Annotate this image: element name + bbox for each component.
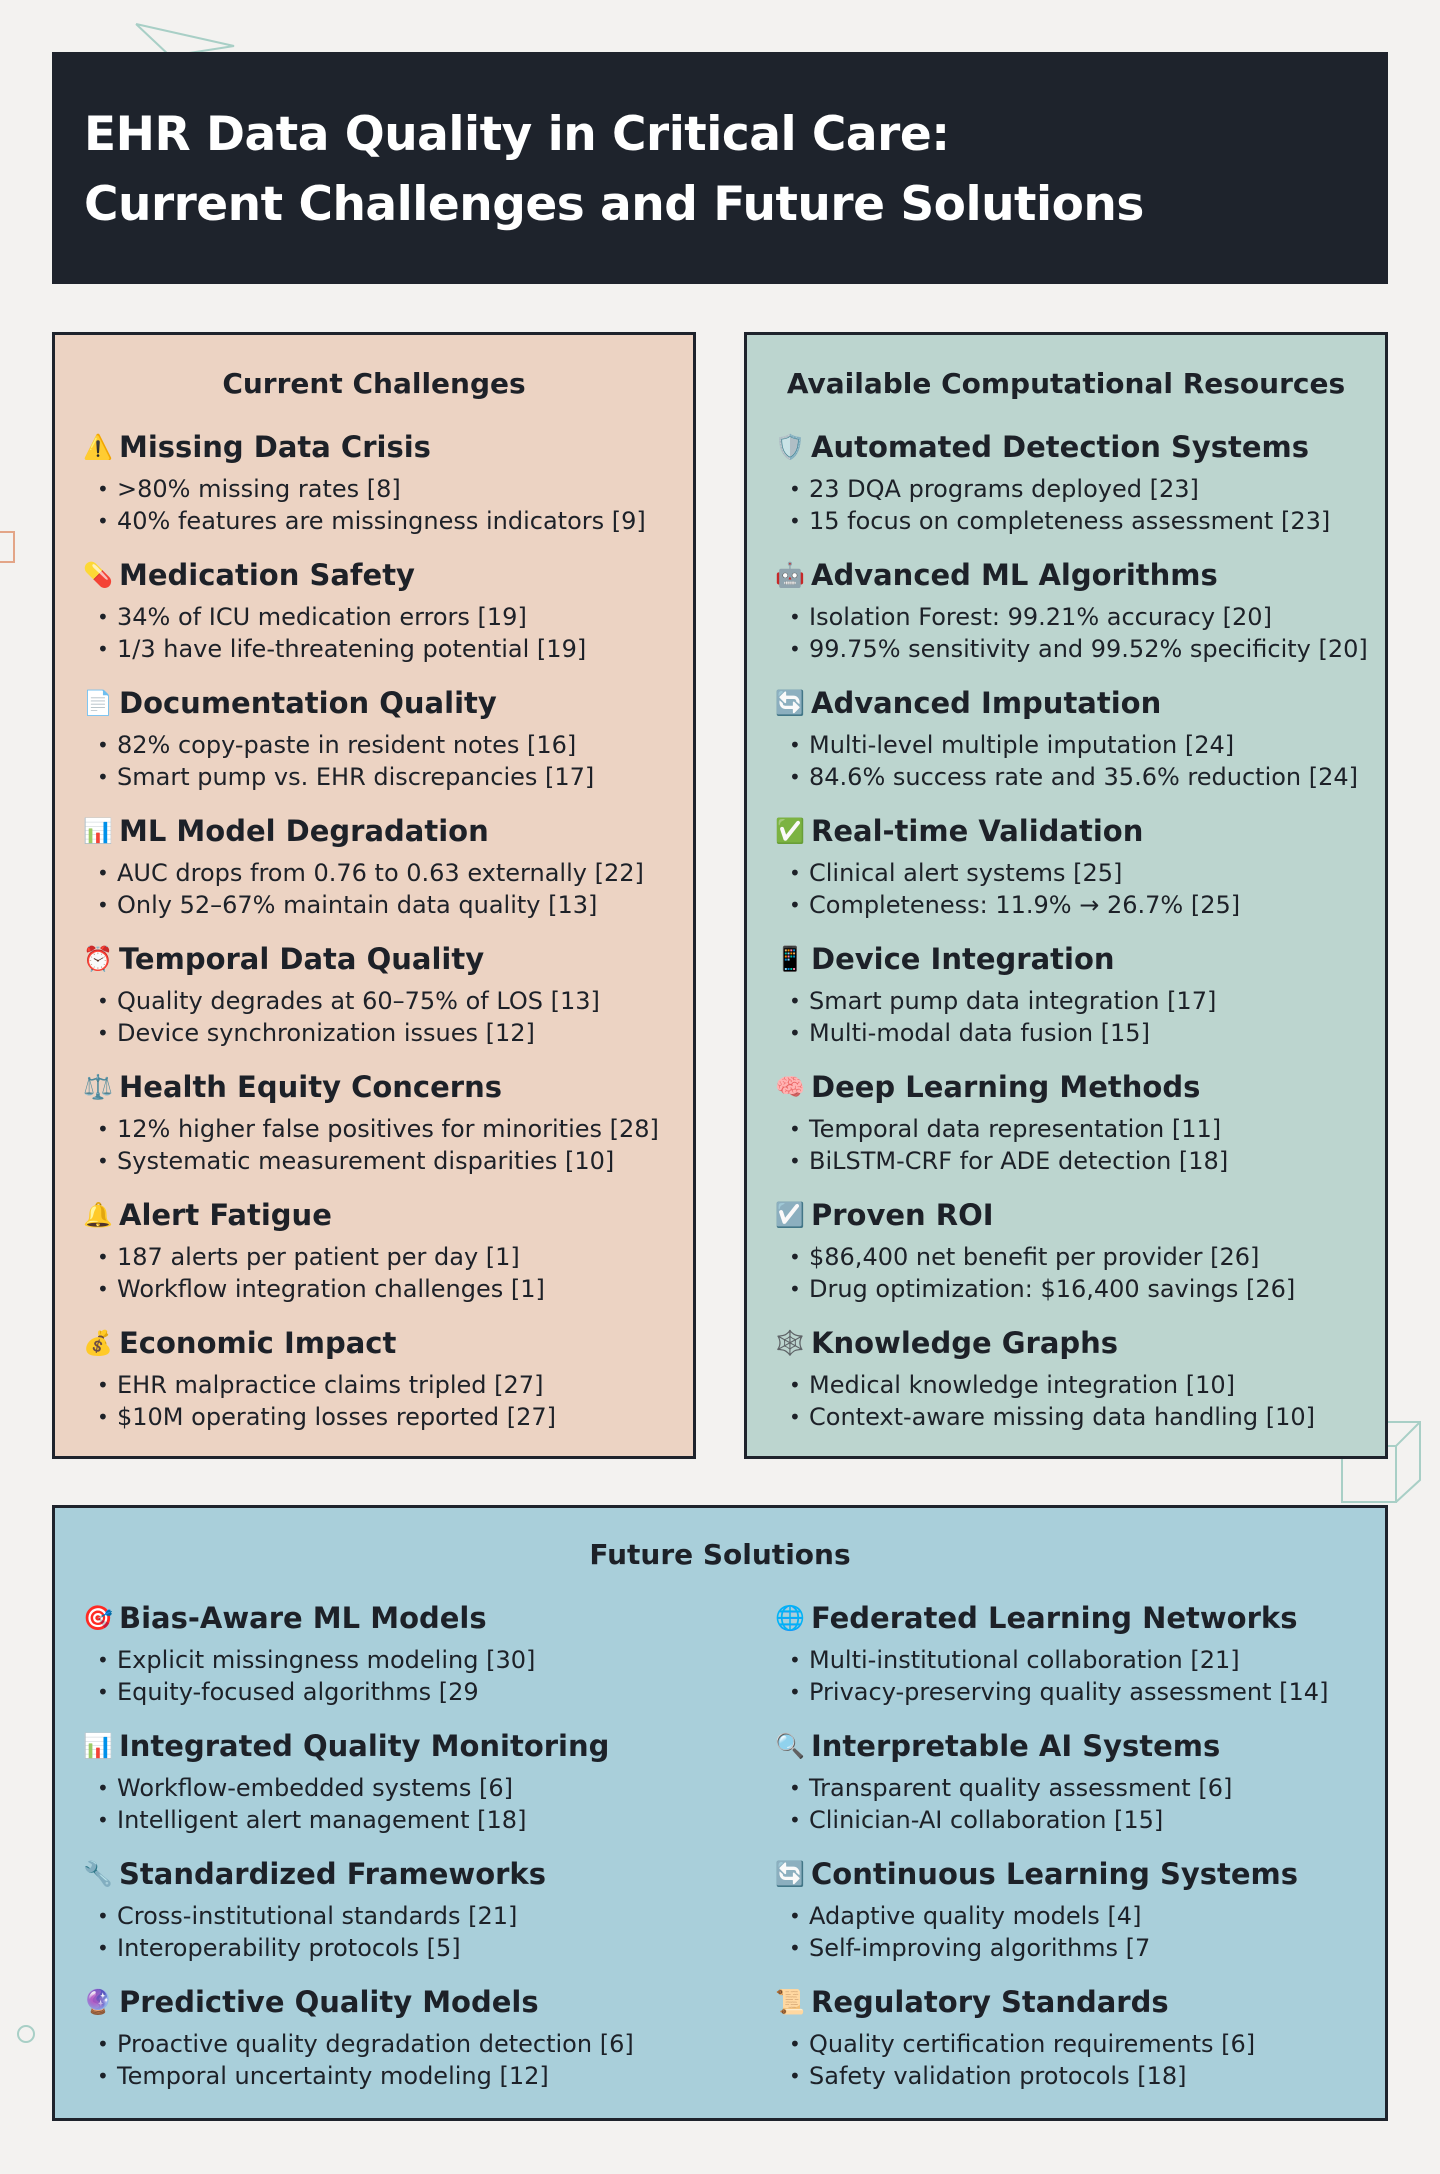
bullet-item: • Multi-level multiple imputation [24] [775, 729, 1365, 761]
bullet-item: • Multi-institutional collaboration [21] [775, 1644, 1375, 1676]
bullet-item: • Smart pump vs. EHR discrepancies [17] [83, 761, 673, 793]
globe-icon: 🌐 [775, 1604, 805, 1632]
section-title: Advanced ML Algorithms [811, 558, 1218, 592]
bullet-item: • Drug optimization: $16,400 savings [26] [775, 1273, 1365, 1305]
bullet-item: • $10M operating losses reported [27] [83, 1401, 673, 1433]
bullet-item: • AUC drops from 0.76 to 0.63 externally [22] [83, 857, 673, 889]
challenge-alert-fatigue [83, 1195, 673, 1323]
challenge-economic-impact [83, 1323, 673, 1451]
future-predictive-quality [83, 1982, 723, 2110]
bullet-item: • Medical knowledge integration [10] [775, 1369, 1365, 1401]
future-regulatory-standards [775, 1982, 1375, 2110]
bullet-item: • Equity-focused algorithms [29 [83, 1676, 723, 1708]
section-title: Federated Learning Networks [811, 1601, 1298, 1635]
resource-advanced-imputation [775, 683, 1365, 811]
resources-panel-title: Available Computational Resources [786, 367, 1346, 400]
future-standardized-frameworks [83, 1854, 723, 1982]
alarm-clock-icon: ⏰ [83, 945, 113, 973]
challenge-medication-safety [83, 555, 673, 683]
bar-chart-icon: 📊 [83, 817, 113, 845]
refresh-icon: 🔄 [775, 689, 805, 717]
brain-icon: 🧠 [775, 1073, 805, 1101]
section-title: Standardized Frameworks [119, 1857, 546, 1891]
bullet-item: • 1/3 have life-threatening potential [19] [83, 633, 673, 665]
future-list-right [775, 1598, 1375, 2110]
bullet-item: • Self-improving algorithms [7 [775, 1932, 1375, 1964]
bell-icon: 🔔 [83, 1201, 113, 1229]
resource-realtime-validation [775, 811, 1365, 939]
challenge-ml-model-degradation [83, 811, 673, 939]
resource-automated-detection [775, 427, 1365, 555]
bullet-item: • 99.75% sensitivity and 99.52% specificity [20] [775, 633, 1365, 665]
bullet-item: • Quality degrades at 60–75% of LOS [13] [83, 985, 673, 1017]
section-title: Alert Fatigue [119, 1198, 332, 1232]
bullet-item: • Temporal uncertainty modeling [12] [83, 2060, 723, 2092]
resource-advanced-ml [775, 555, 1368, 683]
bullet-item: • Interoperability protocols [5] [83, 1932, 723, 1964]
warning-icon: ⚠️ [83, 433, 113, 461]
challenge-documentation-quality [83, 683, 673, 811]
bullet-item: • Explicit missingness modeling [30] [83, 1644, 723, 1676]
decorative-square [0, 528, 20, 568]
bullet-item: • Transparent quality assessment [6] [775, 1772, 1375, 1804]
resource-deep-learning [775, 1067, 1365, 1195]
bullet-item: • Systematic measurement disparities [10] [83, 1145, 673, 1177]
mobile-phone-icon: 📱 [775, 945, 805, 973]
challenges-list [83, 427, 673, 1451]
section-title: Economic Impact [119, 1326, 397, 1360]
scroll-icon: 📜 [775, 1988, 805, 2016]
future-federated-learning [775, 1598, 1375, 1726]
challenge-missing-data [83, 427, 673, 555]
section-title: Automated Detection Systems [811, 430, 1310, 464]
bullet-item: • $86,400 net benefit per provider [26] [775, 1241, 1365, 1273]
section-title: Interpretable AI Systems [811, 1729, 1221, 1763]
bullet-item: • Workflow-embedded systems [6] [83, 1772, 723, 1804]
robot-icon: 🤖 [775, 561, 805, 589]
section-title: Real-time Validation [811, 814, 1144, 848]
bullet-item: • Multi-modal data fusion [15] [775, 1017, 1365, 1049]
challenge-temporal-data-quality [83, 939, 673, 1067]
bullet-item: • 187 alerts per patient per day [1] [83, 1241, 673, 1273]
bullet-item: • 15 focus on completeness assessment [23] [775, 505, 1365, 537]
section-title: Predictive Quality Models [119, 1985, 539, 2019]
spider-web-icon: 🕸️ [775, 1329, 805, 1357]
shield-icon: 🛡️ [775, 433, 805, 461]
bullet-item: • Quality certification requirements [6] [775, 2028, 1375, 2060]
bullet-item: • Intelligent alert management [18] [83, 1804, 723, 1836]
wrench-icon: 🔧 [83, 1860, 113, 1888]
section-title: Advanced Imputation [811, 686, 1162, 720]
bullet-item: • 84.6% success rate and 35.6% reduction [24] [775, 761, 1365, 793]
future-panel [52, 1505, 1388, 2121]
magnifier-icon: 🔍 [775, 1732, 805, 1760]
challenges-panel [52, 332, 696, 1459]
section-title: Temporal Data Quality [119, 942, 485, 976]
challenges-panel-title: Current Challenges [222, 367, 526, 400]
bullet-item: • EHR malpractice claims tripled [27] [83, 1369, 673, 1401]
resources-panel [744, 332, 1388, 1459]
bullet-item: • 40% features are missingness indicators [9] [83, 505, 673, 537]
resource-proven-roi [775, 1195, 1365, 1323]
section-title: Regulatory Standards [811, 1985, 1169, 2019]
section-title: Proven ROI [811, 1198, 994, 1232]
refresh-icon: 🔄 [775, 1860, 805, 1888]
challenge-health-equity [83, 1067, 673, 1195]
bullet-item: • 12% higher false positives for minorities [28] [83, 1113, 673, 1145]
future-continuous-learning [775, 1854, 1375, 1982]
bullet-item: • Clinical alert systems [25] [775, 857, 1365, 889]
future-integrated-monitoring [83, 1726, 723, 1854]
bullet-item: • Privacy-preserving quality assessment [14] [775, 1676, 1375, 1708]
pill-icon: 💊 [83, 561, 113, 589]
future-list-left [83, 1598, 723, 2110]
crystal-ball-icon: 🔮 [83, 1988, 113, 2016]
target-icon: 🎯 [83, 1604, 113, 1632]
bullet-item: • Smart pump data integration [17] [775, 985, 1365, 1017]
bullet-item: • 23 DQA programs deployed [23] [775, 473, 1365, 505]
section-title: Missing Data Crisis [119, 430, 431, 464]
header-banner [52, 52, 1388, 284]
section-title: Integrated Quality Monitoring [119, 1729, 610, 1763]
section-title: Documentation Quality [119, 686, 497, 720]
bullet-item: • Proactive quality degradation detection [6] [83, 2028, 723, 2060]
section-title: Deep Learning Methods [811, 1070, 1201, 1104]
future-panel-title: Future Solutions [589, 1538, 851, 1571]
bullet-item: • BiLSTM-CRF for ADE detection [18] [775, 1145, 1365, 1177]
future-bias-aware-ml [83, 1598, 723, 1726]
bar-chart-icon: 📊 [83, 1732, 113, 1760]
bullet-item: • Completeness: 11.9% → 26.7% [25] [775, 889, 1365, 921]
page-title-line-2: Current Challenges and Future Solutions [84, 177, 1144, 232]
section-title: Health Equity Concerns [119, 1070, 502, 1104]
document-icon: 📄 [83, 689, 113, 717]
scales-icon: ⚖️ [83, 1073, 113, 1101]
section-title: Bias-Aware ML Models [119, 1601, 487, 1635]
bullet-item: • Clinician-AI collaboration [15] [775, 1804, 1375, 1836]
section-title: Device Integration [811, 942, 1115, 976]
bullet-item: • Device synchronization issues [12] [83, 1017, 673, 1049]
checkbox-icon: ☑️ [775, 1201, 805, 1229]
bullet-item: • >80% missing rates [8] [83, 473, 673, 505]
future-interpretable-ai [775, 1726, 1375, 1854]
check-mark-icon: ✅ [775, 817, 805, 845]
section-title: Medication Safety [119, 558, 415, 592]
bullet-item: • 34% of ICU medication errors [19] [83, 601, 673, 633]
section-title: Knowledge Graphs [811, 1326, 1119, 1360]
resource-device-integration [775, 939, 1365, 1067]
bullet-item: • 82% copy-paste in resident notes [16] [83, 729, 673, 761]
bullet-item: • Cross-institutional standards [21] [83, 1900, 723, 1932]
section-title: Continuous Learning Systems [811, 1857, 1299, 1891]
resources-list [775, 427, 1368, 1451]
section-title: ML Model Degradation [119, 814, 489, 848]
bullet-item: • Temporal data representation [11] [775, 1113, 1365, 1145]
bullet-item: • Adaptive quality models [4] [775, 1900, 1375, 1932]
bullet-item: • Only 52–67% maintain data quality [13] [83, 889, 673, 921]
bullet-item: • Safety validation protocols [18] [775, 2060, 1375, 2092]
page-title-line-1: EHR Data Quality in Critical Care: [84, 107, 950, 162]
money-bag-icon: 💰 [83, 1329, 113, 1357]
resource-knowledge-graphs [775, 1323, 1365, 1451]
bullet-item: • Isolation Forest: 99.21% accuracy [20] [775, 601, 1365, 633]
bullet-item: • Workflow integration challenges [1] [83, 1273, 673, 1305]
page-title [84, 100, 1356, 240]
bullet-item: • Context-aware missing data handling [10] [775, 1401, 1365, 1433]
decorative-circle [14, 2022, 38, 2046]
